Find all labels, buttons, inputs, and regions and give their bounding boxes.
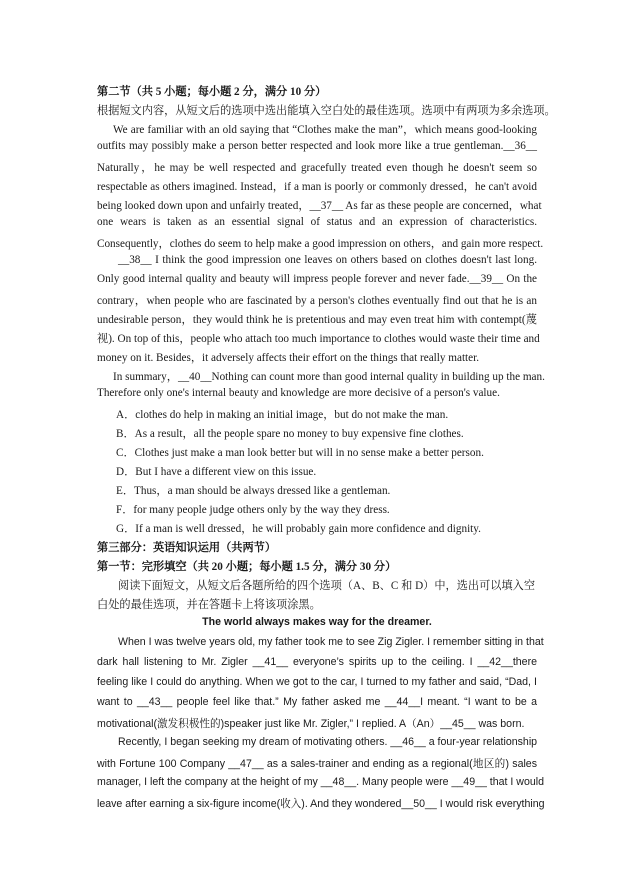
section-heading: 第二节（共 5 小题；每小题 2 分，满分 10 分） — [97, 86, 327, 98]
passage-line: one wears is taken as an essential signal of status and an expression of characteristics. — [97, 216, 537, 228]
section-instruction: 根据短文内容，从短文后的选项中选出能填入空白处的最佳选项。选项中有两项为多余选项。 — [97, 105, 556, 117]
cloze-line: with Fortune 100 Company __47__ as a sales-trainer and ending as a regional(地区的) sales — [97, 758, 537, 770]
passage-line: 视). On top of this，people who attach too much importance to clothes would waste their time and — [97, 333, 540, 345]
passage-line: respectable as others imagined. Instead，if a man is poorly or commonly dressed，he can't avoid — [97, 181, 537, 193]
passage-line: money on it. Besides，it adversely affects their effort on the things that really matter. — [97, 352, 480, 364]
passage-line: Consequently，clothes do seem to help make a good impression on others，and gain more respect. — [97, 238, 544, 250]
option-d: D．But I have a different view on this issue. — [116, 466, 317, 478]
cloze-line: motivational(激发积极性的)speaker just like Mr. Zigler,” I replied. A（An）__45__ was born. — [97, 718, 525, 730]
passage-line: undesirable person，they would think he is pretentious and may even treat him with contempt(蔑 — [97, 314, 537, 326]
passage-line: Only good internal quality and beauty will impress people forever and never fade.__39__ On the — [97, 273, 537, 285]
part-heading: 第三部分：英语知识运用（共两节） — [97, 542, 277, 554]
option-c: C．Clothes just make a man look better but will in no sense make a better person. — [116, 447, 484, 459]
passage-line: Therefore only one's internal beauty and knowledge are more decisive of a person's value. — [97, 387, 500, 399]
cloze-line: want to __43__ people feel like that.” My father asked me __44__I meant. “I want to be a — [97, 696, 537, 708]
option-f: F．for many people judge others only by the way they dress. — [116, 504, 390, 516]
cloze-line: feeling like I could do anything. When we got to the car, I turned to my father and said, “Dad, I — [97, 676, 537, 688]
option-a: A．clothes do help in making an initial image，but do not make the man. — [116, 409, 449, 421]
passage-title: The world always makes way for the dreamer. — [202, 616, 432, 628]
passage-line: We are familiar with an old saying that “Clothes make the man”，which means good-looking — [113, 124, 537, 136]
option-g: G．If a man is well dressed，he will probably gain more confidence and dignity. — [116, 523, 481, 535]
passage-line: Naturally，he may be well respected and gracefully treated even though he doesn't seem so — [97, 162, 537, 174]
cloze-line: leave after earning a six-figure income(收入). And they wondered__50__ I would risk everything — [97, 798, 545, 810]
passage-line: contrary，when people who are fascinated by a person's clothes eventually find out that he is an — [97, 295, 537, 307]
cloze-instruction: 阅读下面短文，从短文后各题所给的四个选项（A、B、C 和 D）中，选出可以填入空 — [118, 580, 536, 592]
option-b: B．As a result，all the people spare no money to buy expensive fine clothes. — [116, 428, 464, 440]
passage-line: In summary，__40__Nothing can count more than good internal quality in building up the man. — [113, 371, 545, 383]
cloze-line: Recently, I began seeking my dream of motivating others. __46__ a four-year relationship — [118, 736, 538, 748]
passage-line: being looked down upon and unfairly treated，__37__ As far as these people are concerned，what — [97, 200, 542, 212]
option-e: E．Thus，a man should be always dressed like a gentleman. — [116, 485, 391, 497]
cloze-line: When I was twelve years old, my father took me to see Zig Zigler. I remember sitting in that — [118, 636, 544, 648]
cloze-instruction: 白处的最佳选项，并在答题卡上将该项涂黑。 — [97, 599, 321, 611]
cloze-line: manager, I left the company at the height of my __48__. Many people were __49__ that I would — [97, 776, 544, 788]
passage-line: __38__ I think the good impression one leaves on others based on clothes doesn't last long. — [118, 254, 537, 266]
passage-line: outfits may possibly make a person better respected and look more like a true gentleman.__36__ — [97, 140, 537, 152]
cloze-heading: 第一节：完形填空（共 20 小题；每小题 1.5 分，满分 30 分） — [97, 561, 397, 573]
cloze-line: dark hall listening to Mr. Zigler __41__ everyone’s spirits up to the ceiling. I __42__there — [97, 656, 537, 668]
